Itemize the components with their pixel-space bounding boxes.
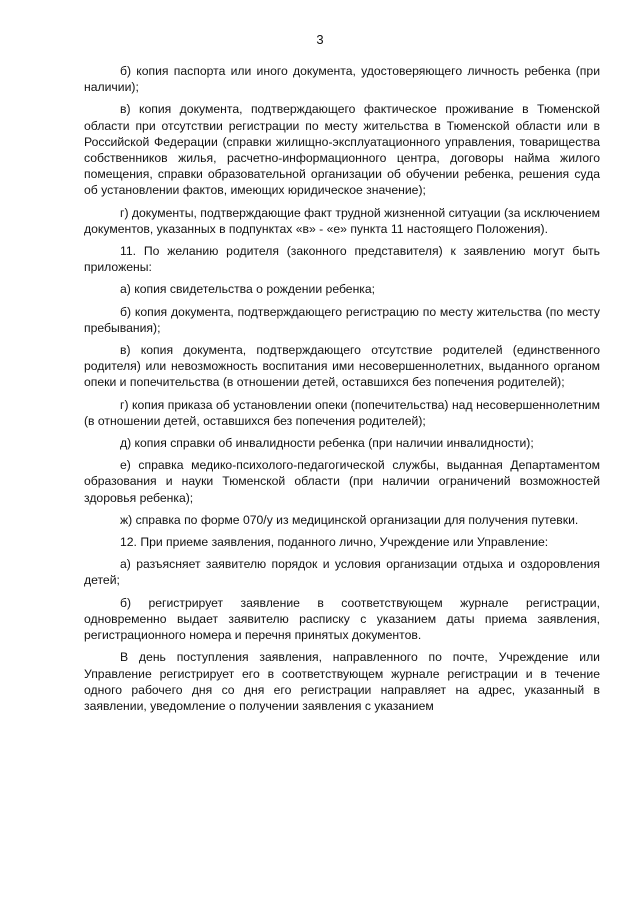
page-number: 3 — [316, 32, 324, 47]
paragraph-11g: г) копия приказа об установлении опеки (попечительства) над несовершеннолетним (в отношении детей, оставшихся без попечения родителей); — [84, 397, 600, 428]
paragraph-12b: б) регистрирует заявление в соответствующем журнале регистрации, одновременно выдает заявителю расписку с указанием даты приема заявления, регистрационного номера и перечня принятых документов. — [84, 595, 600, 643]
paragraph-6v: в) копия документа, подтверждающего фактическое проживание в Тюменской области при отсутствии регистрации по месту жительства в Тюменской области или в Российской Федерации (справки жилищно-эксплуатационного управления, товарищества собственников жилья, расчетно-информационного центра, договоры найма жилого помещения, справки образовательной организации об обучении ребенка, решения суда об установлении фактов, имеющих юридическое значение); — [84, 102, 600, 198]
paragraph-6b: б) копия паспорта или иного документа, удостоверяющего личность ребенка (при наличии); — [84, 64, 600, 95]
paragraph-6g: г) документы, подтверждающие факт трудной жизненной ситуации (за исключением документов, указанных в подпунктах «в» - «е» пункта 11 настоящего Положения). — [84, 205, 600, 236]
document-body — [84, 63, 600, 720]
paragraph-12-mail: В день поступления заявления, направленного по почте, Учреждение или Управление регистрирует его в соответствующем журнале регистрации и в течение одного рабочего дня со дня его регистрации направляет на адрес, указанный в заявлении, уведомление о получении заявления с указанием — [84, 650, 600, 713]
paragraph-11: 11. По желанию родителя (законного представителя) к заявлению могут быть приложены: — [84, 244, 600, 275]
paragraph-11b: б) копия документа, подтверждающего регистрацию по месту жительства (по месту пребывания); — [84, 304, 600, 335]
paragraph-11d: д) копия справки об инвалидности ребенка (при наличии инвалидности); — [120, 436, 534, 451]
paragraph-11v: в) копия документа, подтверждающего отсутствие родителей (единственного родителя) или невозможность воспитания ими несовершеннолетних, выданного органом опеки и попечительства (в отношении детей, оставшихся без попечения родителей); — [84, 343, 600, 390]
paragraph-11e: е) справка медико-психолого-педагогической службы, выданная Департаментом образования и науки Тюменской области (при наличии ограничений возможностей здоровья ребенка); — [84, 458, 600, 505]
paragraph-11a: а) копия свидетельства о рождении ребенка; — [120, 282, 376, 297]
paragraph-11zh: ж) справка по форме 070/у из медицинской организации для получения путевки. — [120, 512, 579, 527]
paragraph-12: 12. При приеме заявления, поданного лично, Учреждение или Управление: — [120, 535, 549, 550]
paragraph-12a: а) разъясняет заявителю порядок и условия организации отдыха и оздоровления детей; — [84, 557, 600, 588]
